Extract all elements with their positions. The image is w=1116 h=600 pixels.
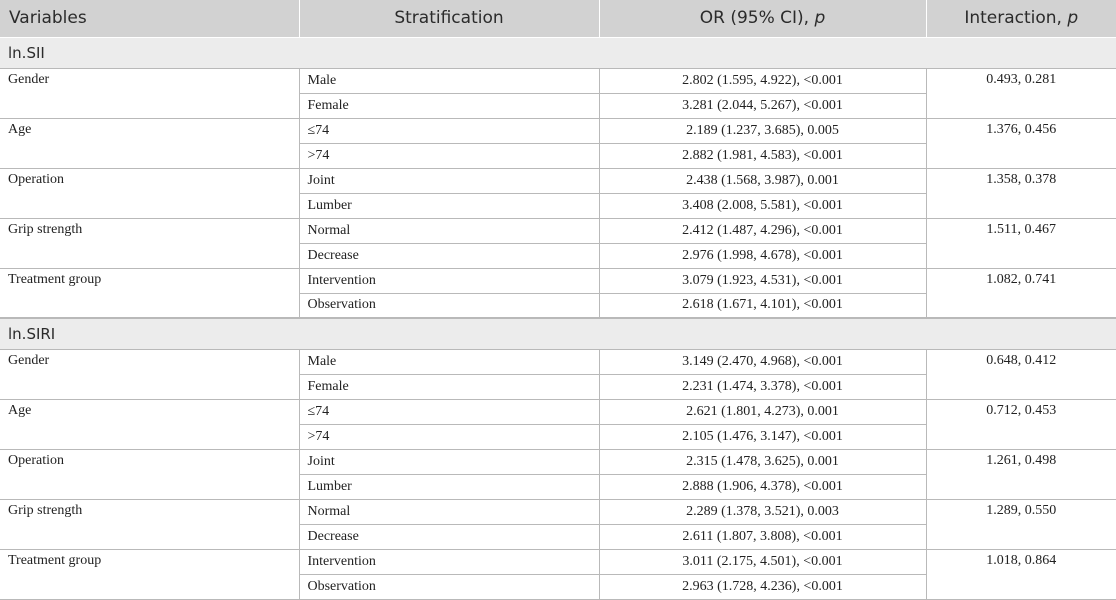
or-cell: 2.802 (1.595, 4.922), <0.001 — [599, 68, 926, 93]
stratification-cell: Lumber — [299, 474, 599, 499]
stratification-cell: Observation — [299, 293, 599, 318]
or-cell: 2.438 (1.568, 3.987), 0.001 — [599, 168, 926, 193]
stratification-cell: Observation — [299, 574, 599, 599]
section-row — [0, 37, 1116, 68]
header-row — [0, 0, 1116, 37]
table-header — [0, 0, 1116, 37]
interaction-cell: 1.082, 0.741 — [926, 268, 1116, 318]
stratification-cell: Female — [299, 93, 599, 118]
or-cell: 2.231 (1.474, 3.378), <0.001 — [599, 374, 926, 399]
header-interaction — [926, 0, 1116, 37]
stratification-cell: Male — [299, 349, 599, 374]
table-row — [0, 168, 1116, 193]
interaction-cell: 1.261, 0.498 — [926, 449, 1116, 499]
table-row — [0, 218, 1116, 243]
table-row — [0, 549, 1116, 574]
variable-cell: Gender — [0, 349, 299, 399]
interaction-cell: 1.018, 0.864 — [926, 549, 1116, 599]
or-cell: 2.412 (1.487, 4.296), <0.001 — [599, 218, 926, 243]
variable-cell: Treatment group — [0, 549, 299, 599]
stratification-cell: Decrease — [299, 243, 599, 268]
interaction-cell: 1.376, 0.456 — [926, 118, 1116, 168]
stratification-cell: Joint — [299, 168, 599, 193]
or-cell: 2.611 (1.807, 3.808), <0.001 — [599, 524, 926, 549]
section-row — [0, 318, 1116, 349]
or-cell: 2.882 (1.981, 4.583), <0.001 — [599, 143, 926, 168]
stratification-cell: Joint — [299, 449, 599, 474]
interaction-cell: 1.289, 0.550 — [926, 499, 1116, 549]
stratification-cell: ≤74 — [299, 399, 599, 424]
or-cell: 2.105 (1.476, 3.147), <0.001 — [599, 424, 926, 449]
stratification-cell: Intervention — [299, 268, 599, 293]
header-or — [599, 0, 926, 37]
variable-cell: Operation — [0, 449, 299, 499]
variable-cell: Age — [0, 399, 299, 449]
header-or-text: OR (95% CI), — [699, 8, 815, 29]
variable-cell: Treatment group — [0, 268, 299, 318]
table-row — [0, 68, 1116, 93]
or-cell: 3.079 (1.923, 4.531), <0.001 — [599, 268, 926, 293]
stratification-cell: Normal — [299, 499, 599, 524]
stratification-cell: Female — [299, 374, 599, 399]
header-or-p: p — [814, 8, 826, 29]
stratification-cell: Normal — [299, 218, 599, 243]
or-cell: 2.289 (1.378, 3.521), 0.003 — [599, 499, 926, 524]
section-title: ln.SII — [0, 37, 1116, 68]
variable-cell: Age — [0, 118, 299, 168]
stratification-cell: ≤74 — [299, 118, 599, 143]
or-cell: 2.888 (1.906, 4.378), <0.001 — [599, 474, 926, 499]
section-title: ln.SIRI — [0, 318, 1116, 349]
table-row — [0, 449, 1116, 474]
stratification-cell: Male — [299, 68, 599, 93]
or-cell: 3.408 (2.008, 5.581), <0.001 — [599, 193, 926, 218]
table-row — [0, 118, 1116, 143]
table-row — [0, 499, 1116, 524]
stratification-cell: Intervention — [299, 549, 599, 574]
header-variables: Variables — [0, 0, 299, 37]
header-stratification: Stratification — [299, 0, 599, 37]
or-cell: 2.963 (1.728, 4.236), <0.001 — [599, 574, 926, 599]
or-cell: 2.315 (1.478, 3.625), 0.001 — [599, 449, 926, 474]
or-cell: 2.618 (1.671, 4.101), <0.001 — [599, 293, 926, 318]
interaction-cell: 0.712, 0.453 — [926, 399, 1116, 449]
or-cell: 2.976 (1.998, 4.678), <0.001 — [599, 243, 926, 268]
variable-cell: Gender — [0, 68, 299, 118]
or-cell: 3.011 (2.175, 4.501), <0.001 — [599, 549, 926, 574]
or-cell: 2.621 (1.801, 4.273), 0.001 — [599, 399, 926, 424]
interaction-cell: 1.511, 0.467 — [926, 218, 1116, 268]
header-interaction-p: p — [1067, 8, 1079, 29]
table-row — [0, 268, 1116, 293]
stratification-cell: Decrease — [299, 524, 599, 549]
or-cell: 3.281 (2.044, 5.267), <0.001 — [599, 93, 926, 118]
or-cell: 3.149 (2.470, 4.968), <0.001 — [599, 349, 926, 374]
stratification-cell: >74 — [299, 143, 599, 168]
interaction-cell: 0.648, 0.412 — [926, 349, 1116, 399]
interaction-cell: 1.358, 0.378 — [926, 168, 1116, 218]
variable-cell: Grip strength — [0, 218, 299, 268]
table-row — [0, 399, 1116, 424]
interaction-cell: 0.493, 0.281 — [926, 68, 1116, 118]
variable-cell: Grip strength — [0, 499, 299, 549]
variable-cell: Operation — [0, 168, 299, 218]
table-row — [0, 349, 1116, 374]
table-body — [0, 37, 1116, 599]
stratification-cell: >74 — [299, 424, 599, 449]
stratification-cell: Lumber — [299, 193, 599, 218]
header-interaction-text: Interaction, — [964, 8, 1068, 29]
or-cell: 2.189 (1.237, 3.685), 0.005 — [599, 118, 926, 143]
